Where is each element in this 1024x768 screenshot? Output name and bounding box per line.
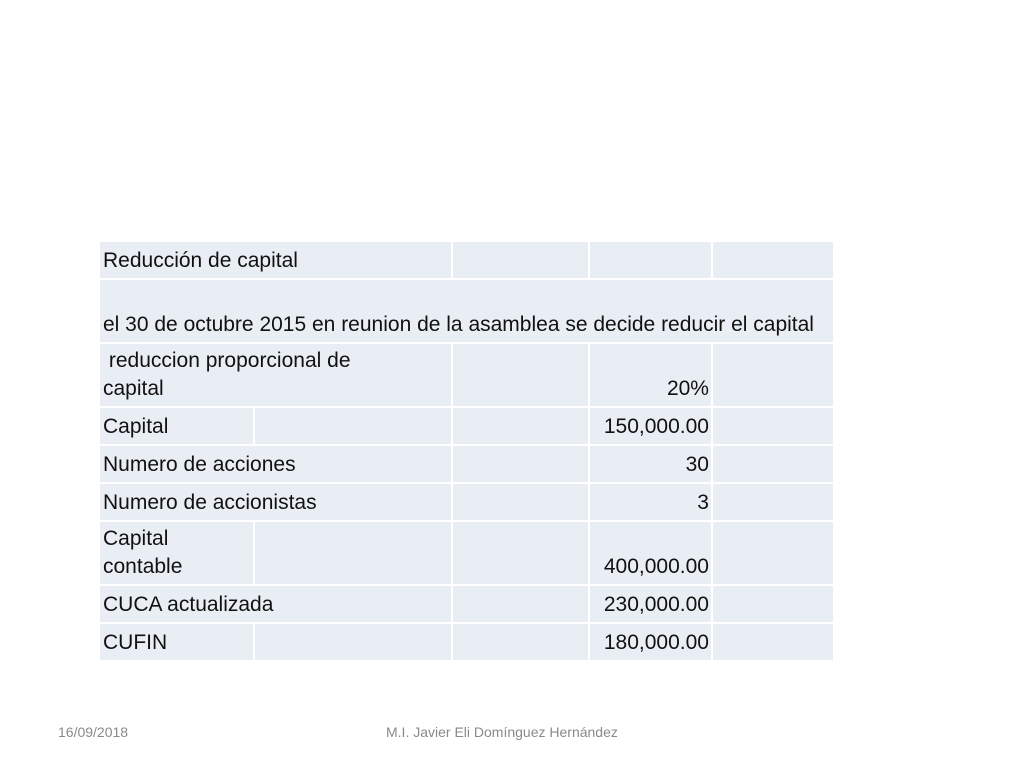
- row-label: reduccion proporcional de capital: [100, 344, 451, 406]
- empty-cell: [713, 484, 833, 520]
- row-value: 20%: [590, 344, 711, 406]
- table-row-description: [100, 280, 833, 342]
- row-value: 230,000.00: [590, 586, 711, 622]
- empty-cell: [453, 484, 588, 520]
- empty-cell: [713, 586, 833, 622]
- row-label: Numero de acciones: [100, 446, 451, 482]
- row-label: Capital contable: [100, 522, 253, 584]
- table-title-cell: Reducción de capital: [100, 242, 451, 278]
- row-value: 180,000.00: [590, 624, 711, 660]
- table-description-cell: el 30 de octubre 2015 en reunion de la asamblea se decide reducir el capital: [100, 280, 833, 342]
- footer-author: M.I. Javier Eli Domínguez Hernández: [386, 724, 618, 740]
- table-row: [100, 624, 833, 660]
- empty-cell: [713, 522, 833, 584]
- footer-date: 16/09/2018: [58, 724, 129, 740]
- row-value: 3: [590, 484, 711, 520]
- table-row: [100, 522, 833, 584]
- row-label: Numero de accionistas: [100, 484, 451, 520]
- empty-cell: [453, 408, 588, 444]
- empty-cell: [255, 624, 451, 660]
- row-label: CUCA actualizada: [100, 586, 451, 622]
- row-value: 400,000.00: [590, 522, 711, 584]
- empty-cell: [453, 522, 588, 584]
- table-row: [100, 586, 833, 622]
- row-value: 150,000.00: [590, 408, 711, 444]
- empty-cell: [453, 446, 588, 482]
- empty-cell: [713, 446, 833, 482]
- empty-cell: [713, 624, 833, 660]
- table-row-title: [100, 242, 833, 278]
- empty-cell: [713, 242, 833, 278]
- empty-cell: [453, 624, 588, 660]
- empty-cell: [453, 344, 588, 406]
- table-row: [100, 408, 833, 444]
- empty-cell: [255, 522, 451, 584]
- empty-cell: [255, 408, 451, 444]
- empty-cell: [453, 586, 588, 622]
- row-value: 30: [590, 446, 711, 482]
- empty-cell: [590, 242, 711, 278]
- empty-cell: [713, 408, 833, 444]
- capital-reduction-table: [98, 240, 835, 662]
- table-row: [100, 344, 833, 406]
- empty-cell: [713, 344, 833, 406]
- row-label: Capital: [100, 408, 253, 444]
- table-row: [100, 446, 833, 482]
- table-row: [100, 484, 833, 520]
- empty-cell: [453, 242, 588, 278]
- row-label: CUFIN: [100, 624, 253, 660]
